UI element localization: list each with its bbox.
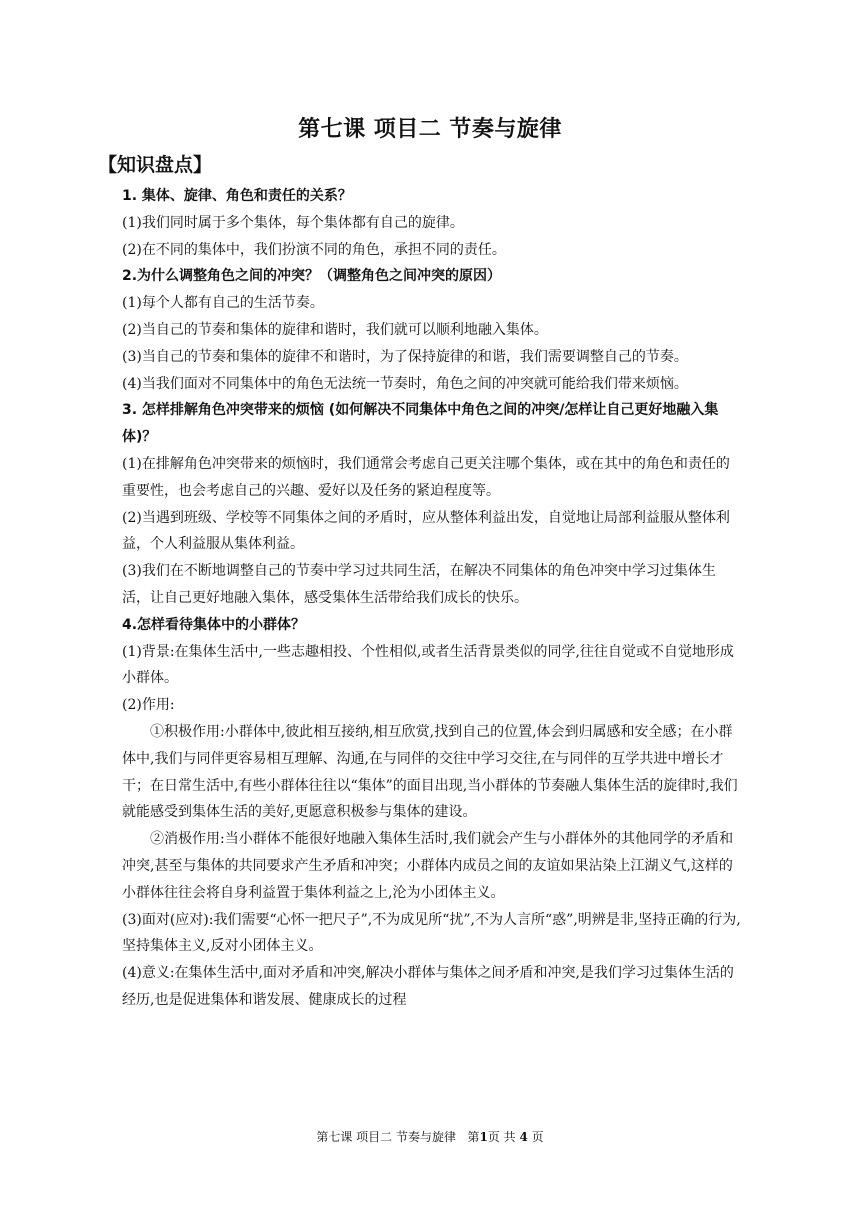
question-4-meaning: (4)意义:在集体生活中,面对矛盾和冲突,解决小群体与集体之间矛盾和冲突,是我们学习过集体生活的经历,也是促进集体和谐发展、健康成长的过程 (122, 965, 734, 1008)
section-heading: 【知识盘点】 (98, 154, 213, 176)
question-2-heading: 2.为什么调整角色之间的冲突？（调整角色之间冲突的原因） (122, 268, 502, 285)
question-4-facing: (3)面对(应对):我们需要“心怀一把尺子”,不为成见所“扰”,不为人言所“惑”,明辨是非,坚持正确的行为,坚持集体主义,反对小团体主义。 (122, 911, 741, 955)
question-3-item-2: (2)当遇到班级、学校等不同集体之间的矛盾时，应从整体利益出发，自觉地让局部利益服从整体利益，个人利益服从集体利益。 (122, 509, 730, 553)
question-1-item-2: (2)在不同的集体中，我们扮演不同的角色，承担不同的责任。 (122, 241, 506, 258)
question-4-background: (1)背景:在集体生活中,一些志趣相投、个性相似,或者生活背景类似的同学,往往自觉或不自觉地形成小群体。 (122, 643, 734, 687)
footer-course: 第七课 项目二 节奏与旋律 (316, 1130, 456, 1144)
page-footer (0, 1128, 860, 1145)
footer-page-total: 4 (519, 1130, 528, 1144)
question-2-item-1: (1)每个人都有自己的生活节奏。 (122, 295, 324, 312)
question-4-negative: ②消极作用:当小群体不能很好地融入集体生活时,我们就会产生与小群体外的其他同学的矛盾和冲突,甚至与集体的共同要求产生矛盾和冲突；小群体内成员之间的友谊如果沾染上江湖义气,这样的小群体往往会将自身利益置于集体利益之上,沦为小团体主义。 (122, 831, 734, 901)
question-4-role-label: (2)作用: (122, 697, 175, 714)
footer-page-number: 1 (479, 1130, 488, 1144)
question-3-item-1: (1)在排解角色冲突带来的烦恼时，我们通常会考虑自己更关注哪个集体，或在其中的角色和责任的重要性，也会考虑自己的兴趣、爱好以及任务的紧迫程度等。 (122, 455, 730, 499)
question-4-heading: 4.怎样看待集体中的小群体？ (122, 616, 306, 633)
question-1-item-1: (1)我们同时属于多个集体，每个集体都有自己的旋律。 (122, 214, 464, 231)
question-2-item-3: (3)当自己的节奏和集体的旋律不和谐时，为了保持旋律的和谐，我们需要调整自己的节奏。 (122, 348, 688, 365)
question-4-positive: ①积极作用:小群体中,彼此相互接纳,相互欣赏,找到自己的位置,体会到归属感和安全感；在小群体中,我们与同伴更容易相互理解、沟通,在与同伴的交往中学习交往,在与同伴的互学共进中增长才干；在日常生活中,有些小群体往往以“集体”的面目出现,当小群体的节奏融人集体生活的旋律时,我们就能感受到集体生活的美好,更愿意积极参与集体的建设。 (122, 723, 738, 821)
footer-page-prefix: 第 (467, 1130, 480, 1144)
footer-page-mid: 页 共 (487, 1130, 516, 1144)
footer-page-suffix: 页 (531, 1130, 544, 1144)
page-title: 第七课 项目二 节奏与旋律 (298, 117, 562, 142)
question-1-heading: 1. 集体、旋律、角色和责任的关系？ (122, 188, 352, 204)
question-3-heading: 3. 怎样排解角色冲突带来的烦恼 (如何解决不同集体中角色之间的冲突/怎样让自己更好地融入集体)？ (122, 402, 719, 446)
knowledge-content (122, 183, 742, 1014)
question-2-item-4: (4)当我们面对不同集体中的角色无法统一节奏时，角色之间的冲突就可能给我们带来烦恼。 (122, 375, 688, 392)
question-3-item-3: (3)我们在不断地调整自己的节奏中学习过共同生活，在解决不同集体的角色冲突中学习过集体生活，让自己更好地融入集体，感受集体生活带给我们成长的快乐。 (122, 563, 716, 606)
question-2-item-2: (2)当自己的节奏和集体的旋律和谐时，我们就可以顺利地融入集体。 (122, 321, 548, 338)
